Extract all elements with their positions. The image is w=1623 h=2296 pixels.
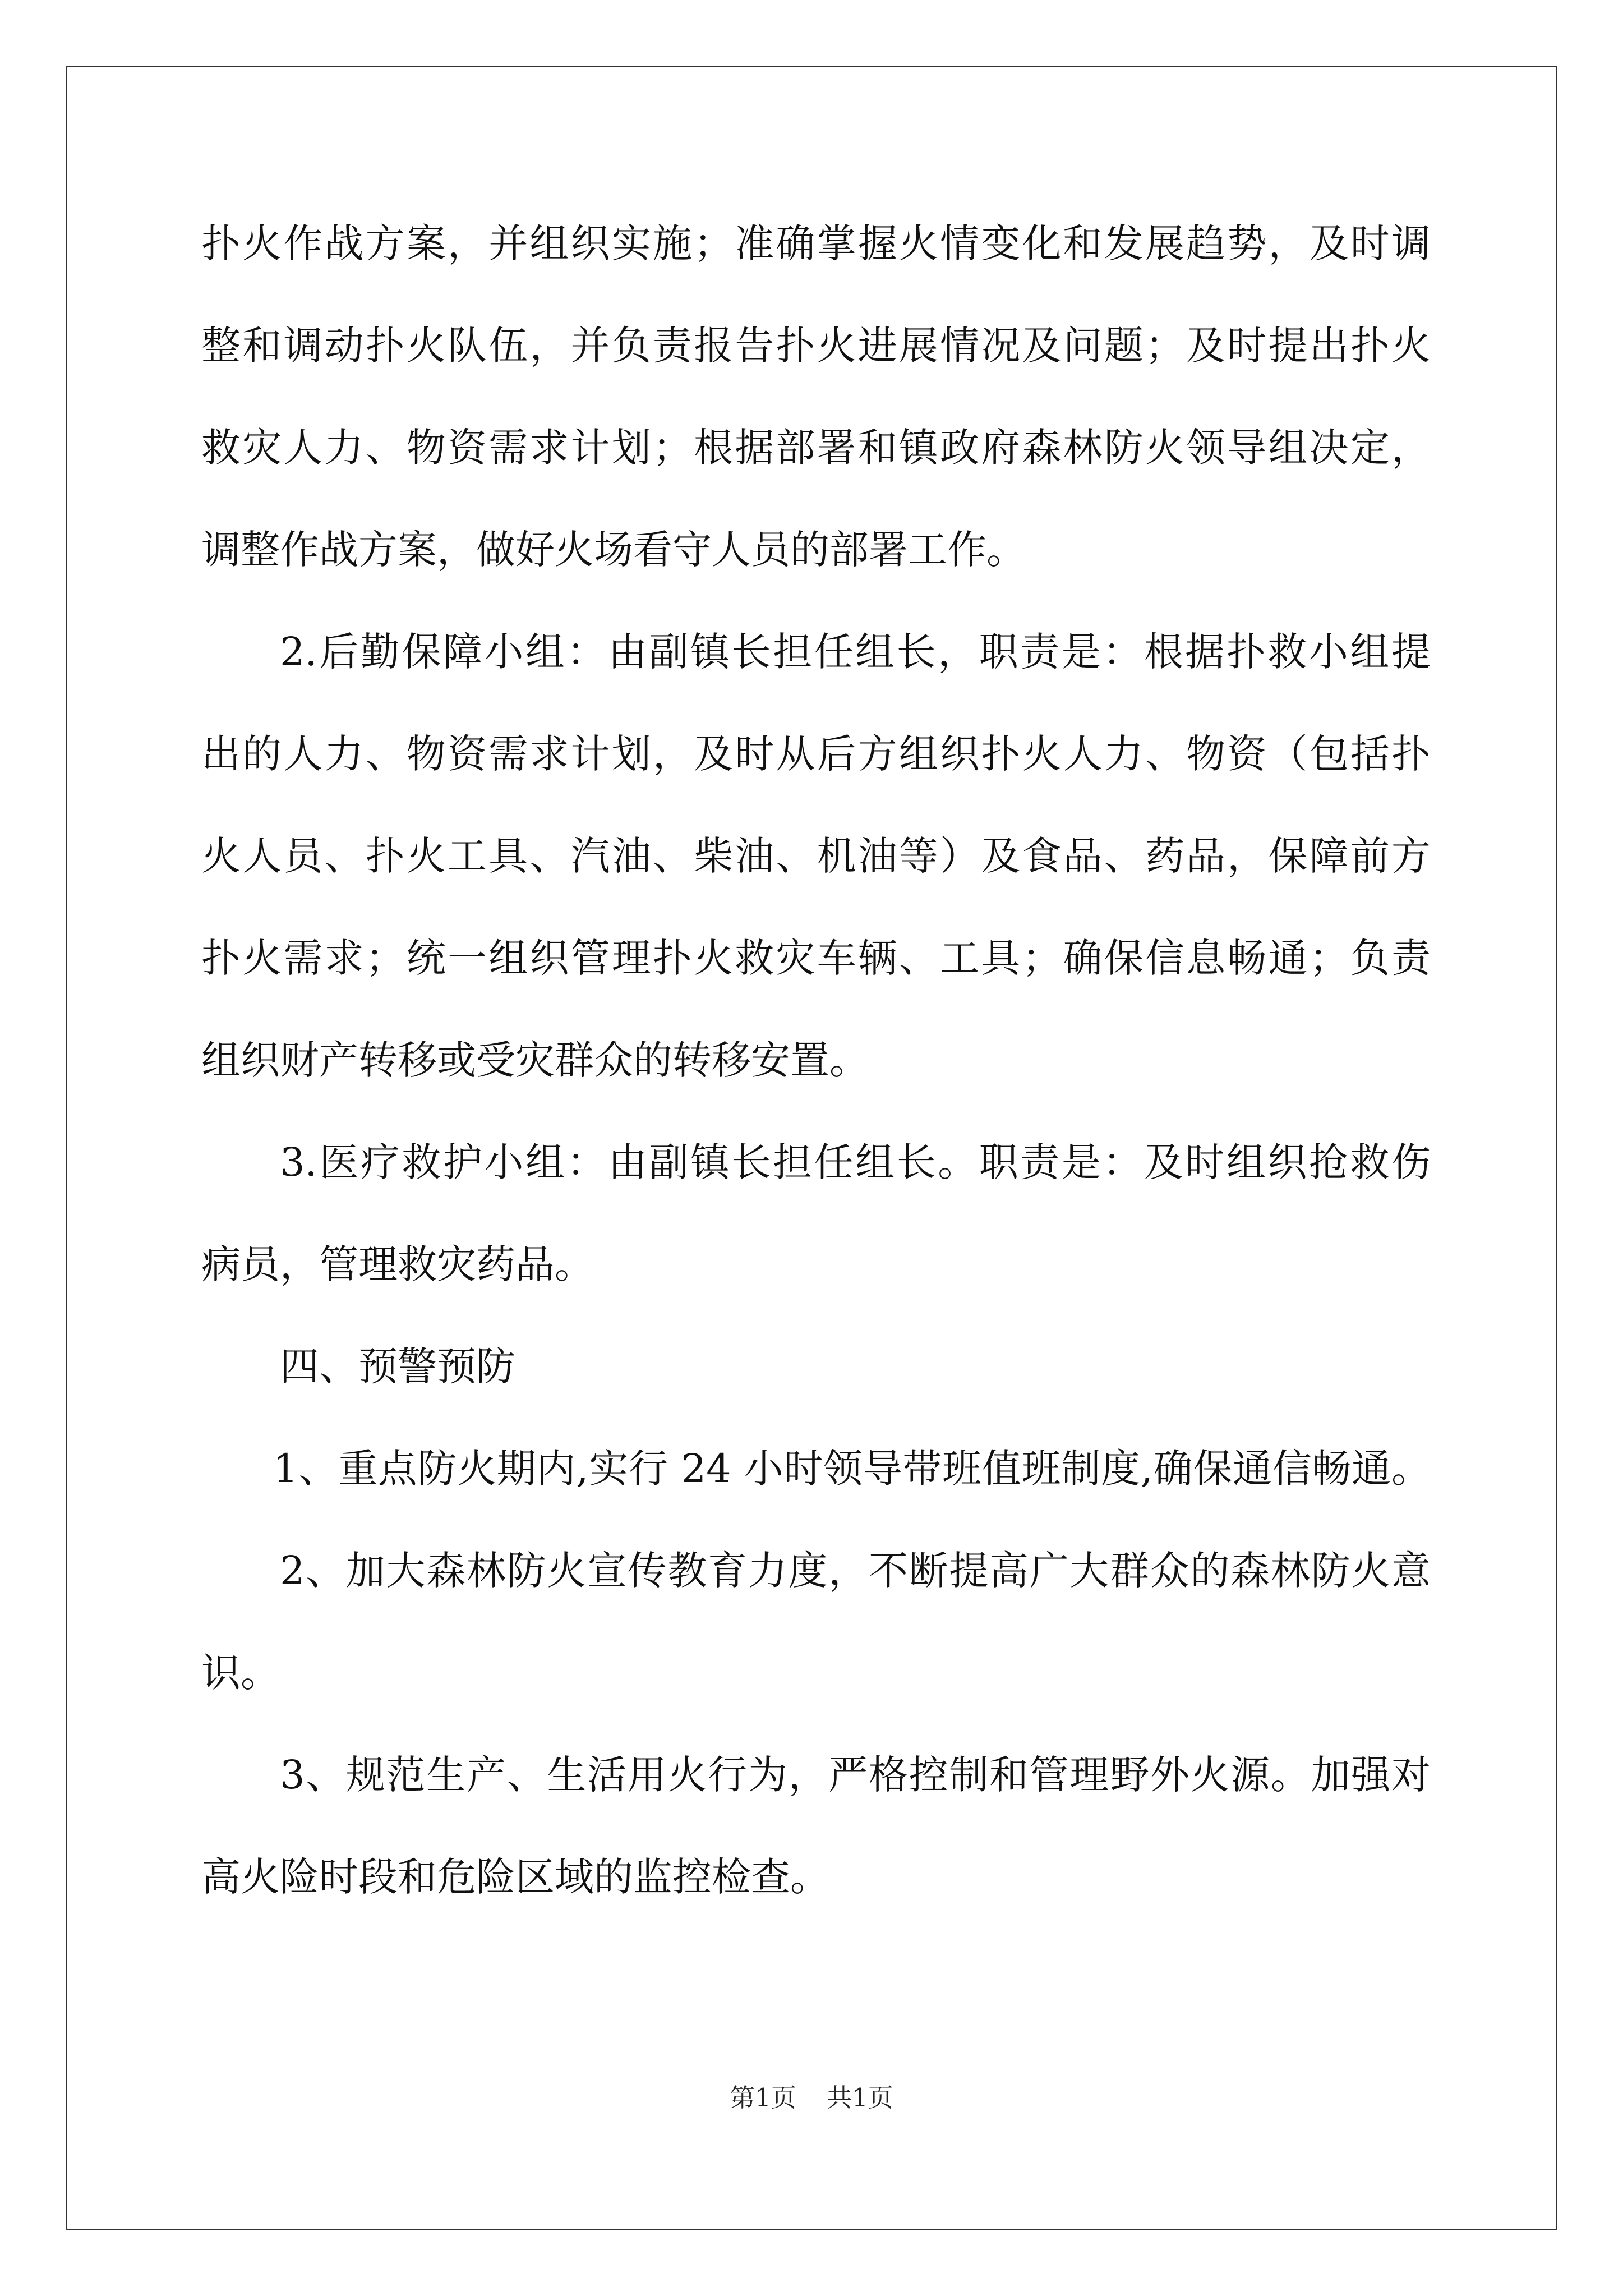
text-line: 高火险时段和危险区域的监控检查。: [201, 1854, 829, 1900]
text-line: 火人员、扑火工具、汽油、柴油、机油等）及食品、药品，保障前方: [201, 833, 1431, 879]
page-footer: [0, 2081, 1623, 2115]
text-line: 救灾人力、物资需求计划；根据部署和镇政府森林防火领导组决定，: [201, 425, 1431, 471]
text-line: 整和调动扑火队伍，并负责报告扑火进展情况及问题；及时提出扑火: [201, 323, 1431, 369]
text-line: 组织财产转移或受灾群众的转移安置。: [201, 1037, 869, 1083]
text-line: 扑火作战方案，并组织实施；准确掌握火情变化和发展趋势，及时调: [201, 220, 1431, 266]
section-heading: 四、预警预防: [280, 1343, 515, 1389]
page-number: 第1页: [730, 2083, 796, 2113]
text-line: 病员，管理救灾药品。: [201, 1241, 594, 1287]
paragraph-start: 2.后勤保障小组：由副镇长担任组长，职责是：根据扑救小组提: [280, 629, 1431, 675]
page-total: 共1页: [827, 2083, 893, 2113]
paragraph-start: 2、加大森林防火宣传教育力度，不断提高广大群众的森林防火意: [280, 1548, 1431, 1594]
text-line: 调整作战方案，做好火场看守人员的部署工作。: [201, 527, 1026, 573]
text-line: 出的人力、物资需求计划，及时从后方组织扑火人力、物资（包括扑: [201, 731, 1431, 777]
text-line: 识。: [201, 1650, 280, 1696]
text-line: 扑火需求；统一组织管理扑火救灾车辆、工具；确保信息畅通；负责: [201, 935, 1431, 981]
paragraph-start: 3.医疗救护小组：由副镇长担任组长。职责是：及时组织抢救伤: [280, 1139, 1431, 1185]
paragraph-start: 3、规范生产、生活用火行为，严格控制和管理野外火源。加强对: [280, 1752, 1431, 1798]
paragraph-start: 1、重点防火期内,实行 24 小时领导带班值班制度,确保通信畅通。: [273, 1446, 1431, 1492]
document-body: [201, 215, 1431, 1951]
